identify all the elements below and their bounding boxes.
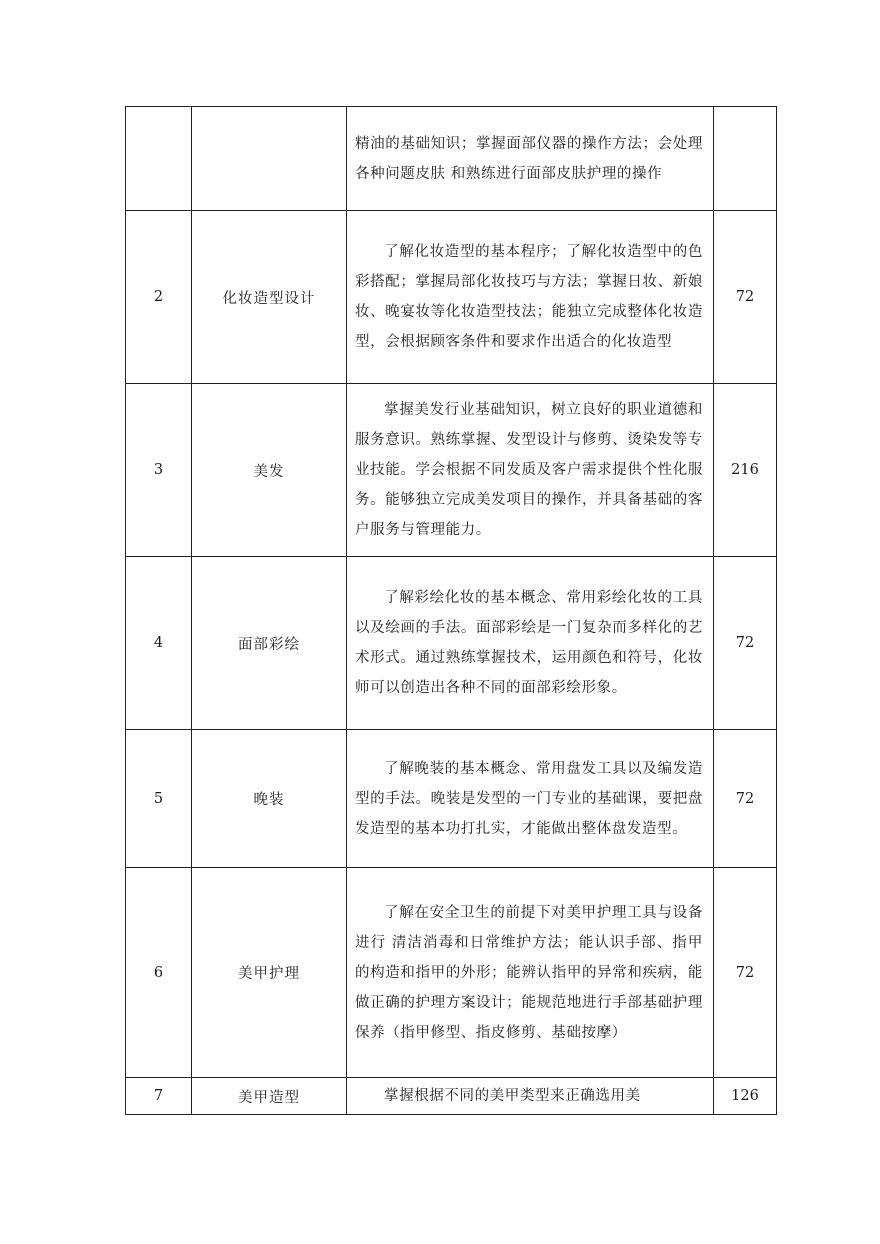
table-row [126,868,777,1078]
course-name: 美甲造型 [192,1078,347,1115]
course-description-cell [347,730,714,868]
course-hours: 72 [714,730,777,868]
course-hours: 126 [714,1078,777,1115]
course-description-cell [347,211,714,384]
course-hours: 72 [714,557,777,730]
row-number: 2 [126,211,192,384]
course-description-cell [347,384,714,557]
table-row [126,730,777,868]
row-number: 6 [126,868,192,1078]
row-number: 5 [126,730,192,868]
course-description: 了解在安全卫生的前提下对美甲护理工具与设备进行 清洁消毒和日常维护方法；能认识手部、指甲的构造和指甲的外形；能辨认指甲的异常和疾病，能做正确的护理方案设计；能规范地进行手部基础护理保养（指甲修型、指皮修剪、基础按摩） [355,904,703,1041]
row-number: 3 [126,384,192,557]
table-row [126,384,777,557]
course-description: 了解晚装的基本概念、常用盘发工具以及编发造型的手法。晚装是发型的一门专业的基础课，要把盘发造型的基本功打扎实，才能做出整体盘发造型。 [355,760,703,837]
table-row [126,107,777,211]
row-number: 7 [126,1078,192,1115]
course-name: 美甲护理 [192,868,347,1078]
course-description: 精油的基础知识；掌握面部仪器的操作方法；会处理各种问题皮肤 和熟练进行面部皮肤护理的操作 [355,135,703,182]
course-description: 了解化妆造型的基本程序；了解化妆造型中的色彩搭配；掌握局部化妆技巧与方法；掌握日妆、新娘妆、晚宴妆等化妆造型技法；能独立完成整体化妆造型，会根据顾客条件和要求作出适合的化妆造型 [355,244,703,350]
table-row [126,1078,777,1115]
course-description-cell [347,107,714,211]
course-name: 晚装 [192,730,347,868]
table-row [126,557,777,730]
row-number: 4 [126,557,192,730]
course-description-cell [347,1078,714,1115]
table-row [126,211,777,384]
course-name: 美发 [192,384,347,557]
course-description: 掌握根据不同的美甲类型来正确选用美 [384,1088,641,1104]
course-name [192,107,347,211]
course-hours: 72 [714,868,777,1078]
course-description: 了解彩绘化妆的基本概念、常用彩绘化妆的工具以及绘画的手法。面部彩绘是一门复杂而多样化的艺术形式。通过熟练掌握技术，运用颜色和符号，化妆师可以创造出各种不同的面部彩绘形象。 [355,590,703,696]
course-hours: 72 [714,211,777,384]
course-description: 掌握美发行业基础知识，树立良好的职业道德和服务意识。熟练掌握、发型设计与修剪、烫染发等专业技能。学会根据不同发质及客户需求提供个性化服务。能够独立完成美发项目的操作，并具备基础的客户服务与管理能力。 [355,402,703,538]
row-number [126,107,192,211]
course-description-cell [347,868,714,1078]
course-name: 化妆造型设计 [192,211,347,384]
course-table [125,106,777,1115]
course-hours [714,107,777,211]
course-name: 面部彩绘 [192,557,347,730]
course-hours: 216 [714,384,777,557]
course-description-cell [347,557,714,730]
